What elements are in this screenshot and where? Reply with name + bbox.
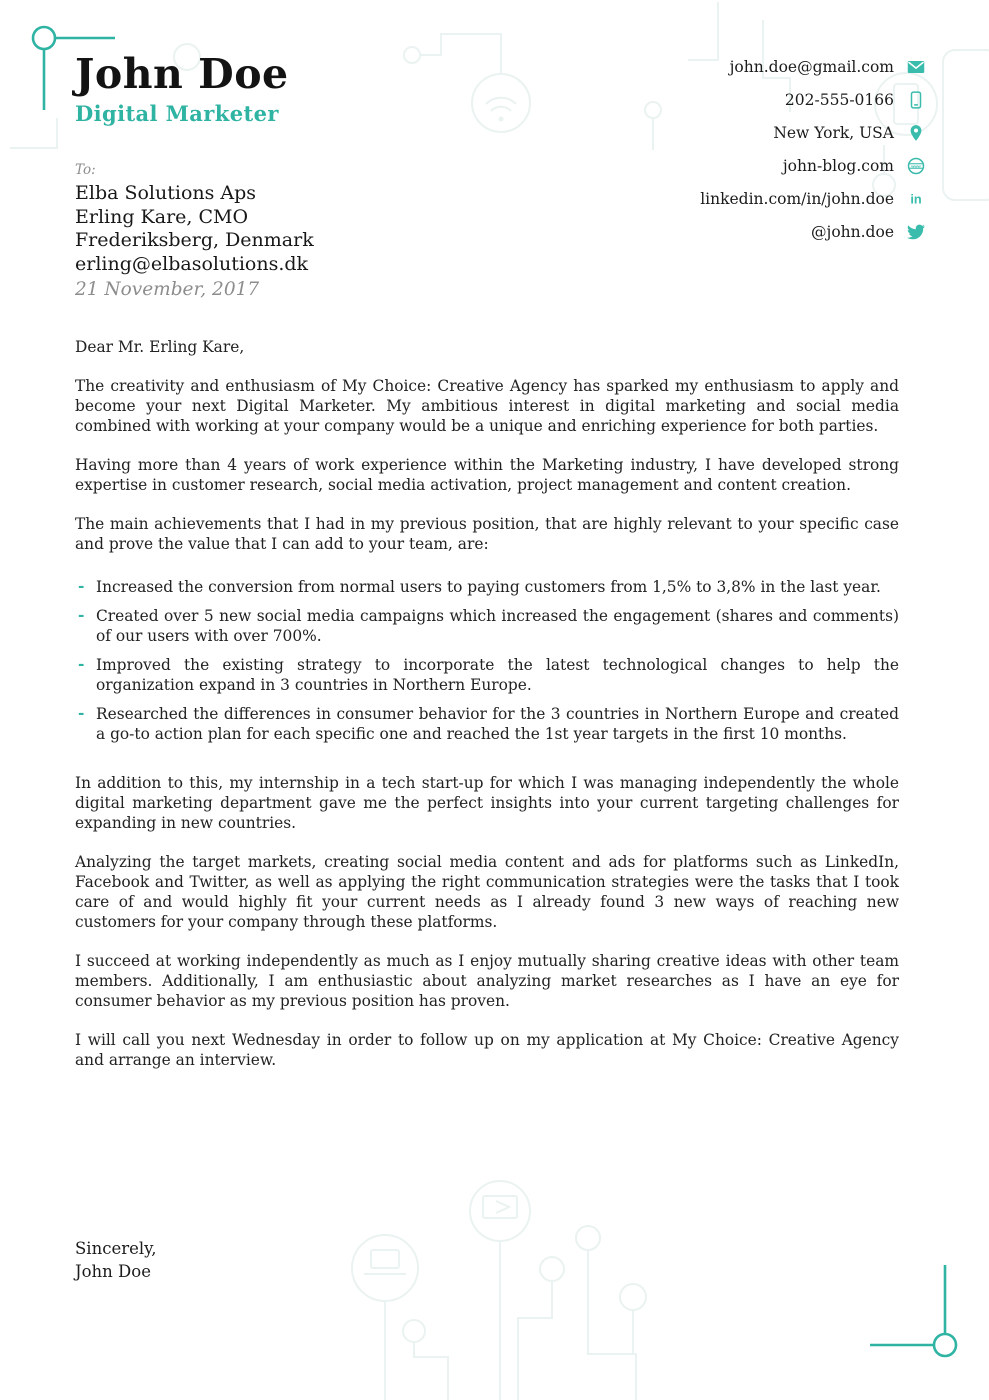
recipient-label: To: (75, 162, 96, 178)
svg-text:www: www (911, 162, 921, 168)
bullet-text: Created over 5 new social media campaigns which increased the engagement (shares and comments) of our users with over 700%. (96, 607, 899, 645)
bullet-text: Improved the existing strategy to incorporate the latest technological changes to help the organization expand in 3 countries in Northern Europe. (96, 656, 899, 694)
svg-text:in: in (910, 191, 922, 206)
paragraph-intro: The creativity and enthusiasm of My Choice: Creative Agency has sparked my enthusiasm to apply and become your next Digital Marketer. My ambitious interest in digital marketing and social media combined with working at your company would be a unique and enriching experience for both parties. (75, 377, 899, 435)
bullet-item (75, 704, 899, 744)
paragraph-achievements-lead: The main achievements that I had in my previous position, that are highly relevant to your specific case and prove the value that I can add to your team, are: (75, 515, 899, 553)
recipient-person: Erling Kare, CMO (75, 205, 249, 228)
website-icon (907, 157, 925, 175)
contact-row-linkedin (700, 189, 925, 208)
contact-row-twitter (700, 222, 925, 241)
bullet-text: Increased the conversion from normal users to paying customers from 1,5% to 3,8% in the last year. (96, 578, 881, 596)
person-role: Digital Marketer (75, 101, 279, 127)
paragraph-tasks: Analyzing the target markets, creating social media content and ads for platforms such as LinkedIn, Facebook and Twitter, as well as applying the right communication strategies were the tasks that I took care of and would highly fit your current needs as I already found 3 new ways of reaching new customers for your company through these platforms. (75, 853, 899, 931)
paragraph-experience: Having more than 4 years of work experience within the Marketing industry, I have developed strong expertise in customer research, social media activation, project management and content creation. (75, 456, 899, 494)
contact-row-phone (700, 90, 925, 109)
bullet-item (75, 577, 899, 597)
bullet-item (75, 606, 899, 646)
contact-email: john.doe@gmail.com (729, 57, 894, 76)
identity-block (75, 52, 289, 126)
paragraph-teamwork: I succeed at working independently as much as I enjoy mutually sharing creative ideas with other team members. Additionally, I am enthusiastic about analyzing market researches as I have an eye for consumer behavior as my previous position has proven. (75, 952, 899, 1010)
email-icon (907, 58, 925, 76)
contact-website: john-blog.com (782, 156, 894, 175)
recipient-company: Elba Solutions Aps (75, 182, 257, 204)
bullet-item (75, 655, 899, 695)
contact-twitter: @john.doe (811, 222, 894, 241)
recipient-email: erling@elbasolutions.dk (75, 252, 309, 275)
achievements-list (75, 577, 899, 744)
contact-info (700, 57, 925, 255)
bullet-dash-icon: - (78, 704, 85, 722)
linkedin-icon (907, 190, 925, 208)
bullet-text: Researched the differences in consumer behavior for the 3 countries in Northern Europe and created a go-to action plan for each specific one and reached the 1st year targets in the first 10 months. (96, 705, 899, 743)
bullet-dash-icon: - (78, 577, 85, 595)
paragraph-internship: In addition to this, my internship in a tech start-up for which I was managing independently the whole digital marketing department gave me the perfect insights into your current targeting challenges for expanding in new countries. (75, 774, 899, 832)
contact-linkedin: linkedin.com/in/john.doe (700, 189, 894, 208)
valediction: Sincerely, (75, 1239, 157, 1258)
letter-body (75, 337, 899, 1089)
contact-row-email (700, 57, 925, 76)
location-icon (907, 124, 925, 142)
recipient-location: Frederiksberg, Denmark (75, 229, 314, 251)
contact-location: New York, USA (773, 123, 894, 142)
contact-row-location (700, 123, 925, 142)
paragraph-follow-up: I will call you next Wednesday in order to follow up on my application at My Choice: Creative Agency and arrange an interview. (75, 1031, 899, 1069)
person-name: John Doe (75, 50, 289, 98)
contact-phone: 202-555-0166 (784, 90, 894, 109)
bottom-right-ornament (860, 1258, 989, 1398)
salutation: Dear Mr. Erling Kare, (75, 338, 245, 356)
letter-date: 21 November, 2017 (75, 279, 260, 300)
bullet-dash-icon: - (78, 655, 85, 673)
closing-block (75, 1237, 157, 1283)
contact-row-website (700, 156, 925, 175)
bullet-dash-icon: - (78, 606, 85, 624)
twitter-icon (907, 223, 925, 241)
recipient-block (75, 162, 314, 300)
phone-icon (907, 91, 925, 109)
signature: John Doe (75, 1262, 151, 1281)
